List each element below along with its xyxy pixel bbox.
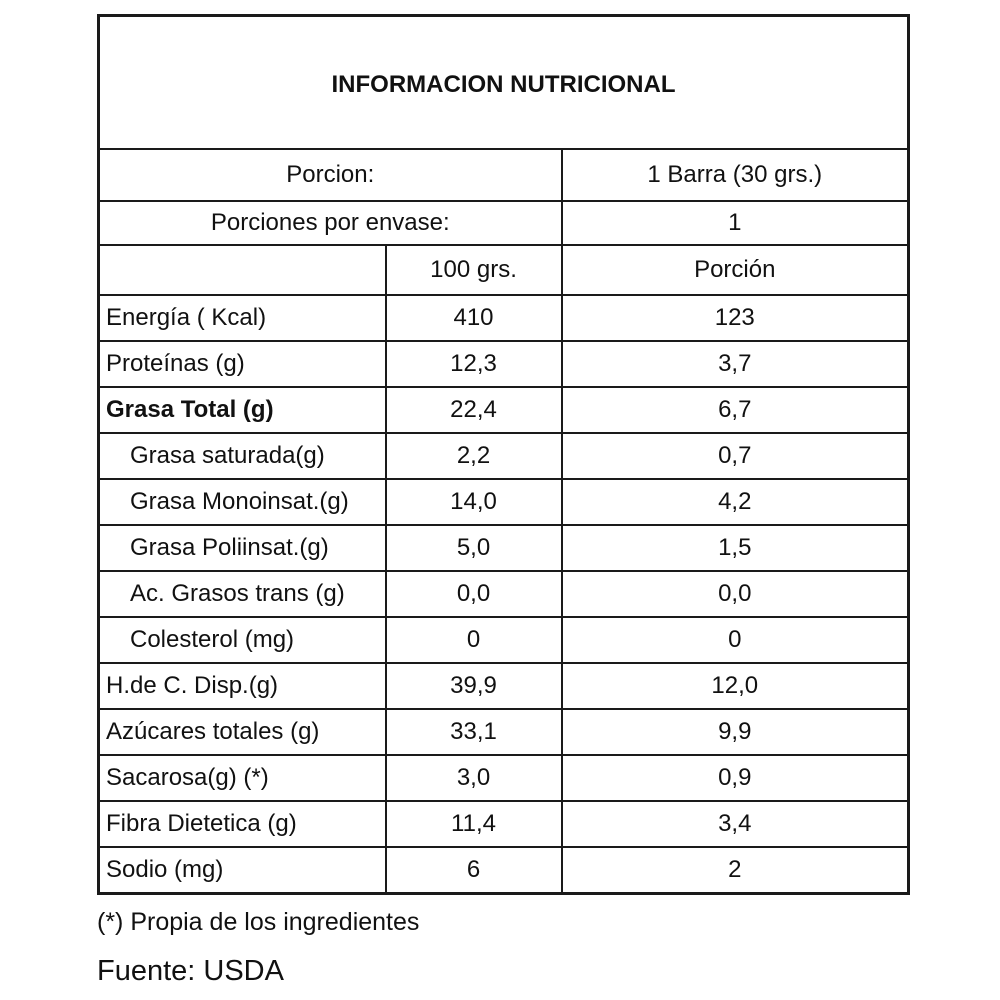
table-row: [99, 571, 909, 617]
value-per-100g: 2,2: [386, 433, 562, 479]
nutrient-label: Grasa saturada(g): [99, 433, 386, 479]
nutrient-label: Grasa Poliinsat.(g): [99, 525, 386, 571]
nutrient-label: Energía ( Kcal): [99, 295, 386, 341]
servings-per-container-value: 1: [562, 201, 909, 245]
nutrient-rows: [99, 295, 909, 894]
column-header-blank: [99, 245, 386, 295]
nutrient-label: Grasa Monoinsat.(g): [99, 479, 386, 525]
nutrient-label: Fibra Dietetica (g): [99, 801, 386, 847]
table-row: [99, 709, 909, 755]
serving-size-value: 1 Barra (30 grs.): [562, 149, 909, 201]
table-row: [99, 387, 909, 433]
table-row: [99, 341, 909, 387]
value-per-100g: 6: [386, 847, 562, 894]
value-per-portion: 4,2: [562, 479, 909, 525]
table-row: [99, 663, 909, 709]
table-row: [99, 617, 909, 663]
servings-per-container-label: Porciones por envase:: [99, 201, 562, 245]
value-per-portion: 6,7: [562, 387, 909, 433]
value-per-portion: 0,0: [562, 571, 909, 617]
value-per-portion: 2: [562, 847, 909, 894]
value-per-portion: 0: [562, 617, 909, 663]
value-per-portion: 0,7: [562, 433, 909, 479]
value-per-100g: 14,0: [386, 479, 562, 525]
column-header-per-portion: Porción: [562, 245, 909, 295]
table-row: [99, 433, 909, 479]
nutrient-label: Sodio (mg): [99, 847, 386, 894]
serving-size-label: Porcion:: [99, 149, 562, 201]
source-note: Fuente: USDA: [97, 955, 284, 987]
nutrient-label: Azúcares totales (g): [99, 709, 386, 755]
footnote: (*) Propia de los ingredientes: [97, 908, 420, 936]
table-row: [99, 847, 909, 894]
value-per-100g: 11,4: [386, 801, 562, 847]
value-per-100g: 5,0: [386, 525, 562, 571]
value-per-portion: 3,7: [562, 341, 909, 387]
value-per-portion: 123: [562, 295, 909, 341]
value-per-portion: 12,0: [562, 663, 909, 709]
value-per-100g: 12,3: [386, 341, 562, 387]
nutrient-label: Grasa Total (g): [99, 387, 386, 433]
nutrient-label: Ac. Grasos trans (g): [99, 571, 386, 617]
value-per-portion: 1,5: [562, 525, 909, 571]
nutrition-table: [97, 14, 910, 895]
value-per-100g: 39,9: [386, 663, 562, 709]
value-per-portion: 3,4: [562, 801, 909, 847]
value-per-100g: 3,0: [386, 755, 562, 801]
table-row: [99, 755, 909, 801]
value-per-100g: 0: [386, 617, 562, 663]
value-per-portion: 9,9: [562, 709, 909, 755]
table-row: [99, 801, 909, 847]
table-row: [99, 525, 909, 571]
value-per-100g: 410: [386, 295, 562, 341]
nutrient-label: Sacarosa(g) (*): [99, 755, 386, 801]
table-title-cell: [99, 16, 909, 150]
nutrient-label: H.de C. Disp.(g): [99, 663, 386, 709]
value-per-100g: 33,1: [386, 709, 562, 755]
table-title: INFORMACION NUTRICIONAL: [331, 70, 676, 98]
nutrition-facts-panel: [97, 14, 907, 895]
value-per-100g: 0,0: [386, 571, 562, 617]
value-per-portion: 0,9: [562, 755, 909, 801]
value-per-100g: 22,4: [386, 387, 562, 433]
nutrient-label: Proteínas (g): [99, 341, 386, 387]
column-header-per-100g: 100 grs.: [386, 245, 562, 295]
table-row: [99, 295, 909, 341]
nutrient-label: Colesterol (mg): [99, 617, 386, 663]
table-row: [99, 479, 909, 525]
